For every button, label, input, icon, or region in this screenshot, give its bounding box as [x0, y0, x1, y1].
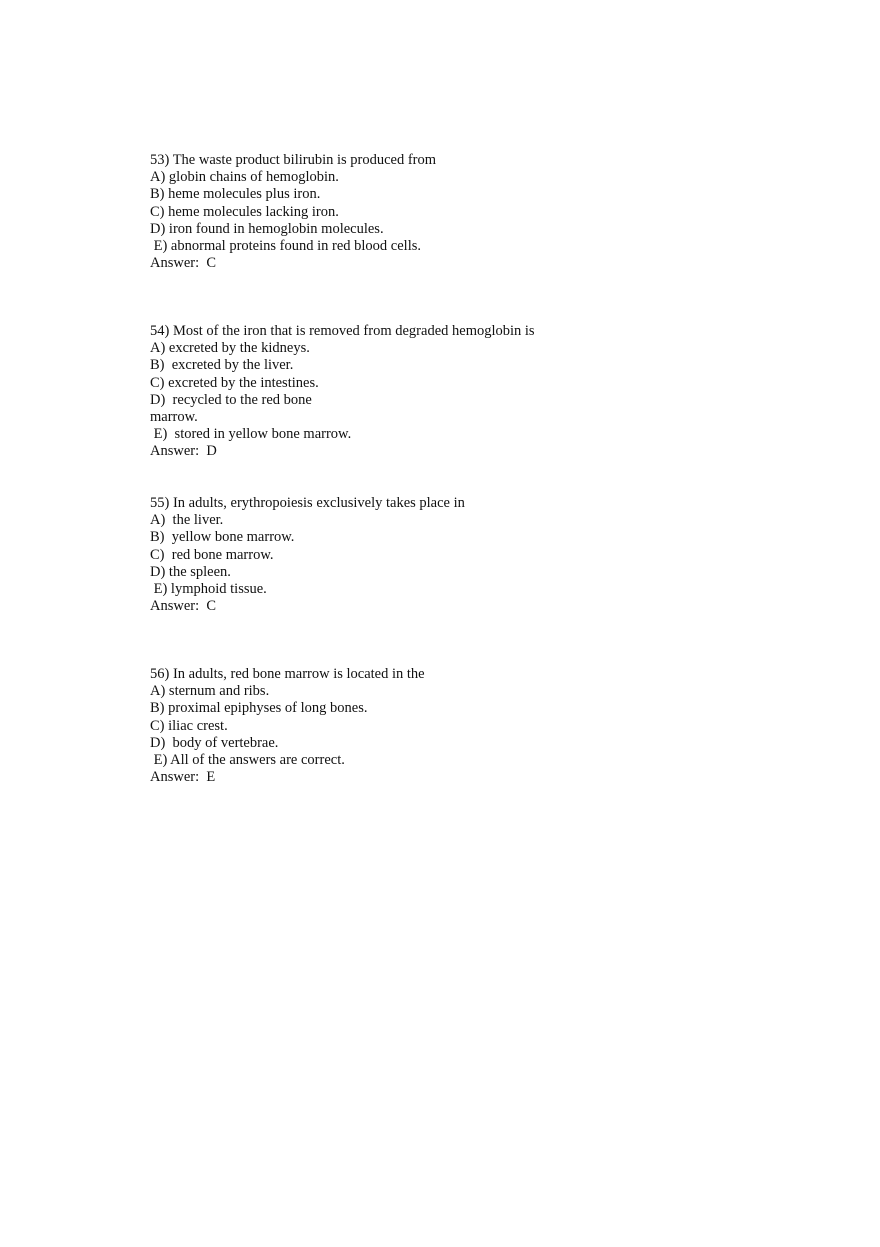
question-56 — [150, 666, 710, 786]
answer-option-d: D) the spleen. — [150, 563, 231, 580]
answer-option-a: A) globin chains of hemoglobin. — [150, 169, 339, 186]
answer-option-b: B) proximal epiphyses of long bones. — [150, 700, 368, 717]
answer-option-b: B) excreted by the liver. — [150, 357, 294, 374]
question-stem: 56) In adults, red bone marrow is located in the — [150, 666, 425, 682]
answer-option-e: E) stored in yellow bone marrow. — [150, 426, 352, 443]
answer-option-c: C) excreted by the intestines. — [150, 374, 319, 391]
answer-option-c: C) iliac crest. — [150, 717, 228, 734]
answer-option-d: D) body of vertebrae. — [150, 734, 279, 751]
answer-key: Answer: E — [150, 769, 216, 786]
answer-option-a: A) sternum and ribs. — [150, 683, 270, 700]
answer-option-b: B) heme molecules plus iron. — [150, 186, 321, 203]
answer-key: Answer: C — [150, 598, 217, 615]
answer-key: Answer: D — [150, 443, 217, 460]
answer-option-a: A) excreted by the kidneys. — [150, 340, 310, 357]
question-stem: 55) In adults, erythropoiesis exclusively takes place in — [150, 495, 465, 511]
answer-option-d: D) iron found in hemoglobin molecules. — [150, 220, 384, 237]
question-stem: 53) The waste product bilirubin is produced from — [150, 152, 437, 168]
answer-option-b: B) yellow bone marrow. — [150, 529, 295, 546]
answer-option-d-continued: marrow. — [150, 409, 198, 426]
question-stem: 54) Most of the iron that is removed from degraded hemoglobin is — [150, 323, 535, 339]
question-55 — [150, 495, 710, 615]
answer-option-e: E) All of the answers are correct. — [150, 752, 345, 769]
answer-option-e: E) abnormal proteins found in red blood cells. — [150, 238, 422, 255]
answer-option-c: C) red bone marrow. — [150, 546, 274, 563]
answer-option-d: D) recycled to the red bone — [150, 391, 312, 408]
question-54 — [150, 323, 710, 461]
question-53 — [150, 152, 710, 272]
answer-option-a: A) the liver. — [150, 512, 224, 529]
answer-key: Answer: C — [150, 255, 217, 272]
answer-option-e: E) lymphoid tissue. — [150, 581, 267, 598]
answer-option-c: C) heme molecules lacking iron. — [150, 203, 339, 220]
